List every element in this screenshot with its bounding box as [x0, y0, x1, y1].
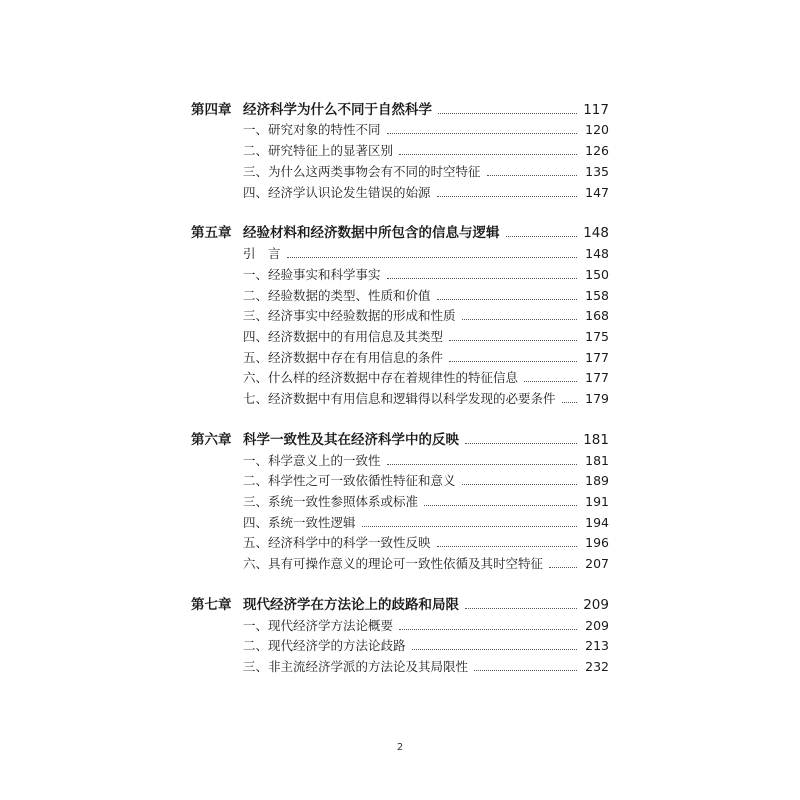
section-entry [191, 471, 609, 491]
section-page: 147 [585, 185, 609, 200]
section-title: 四、系统一致性逻辑 [243, 515, 356, 530]
section-entry [191, 327, 609, 347]
leader-dots [449, 360, 577, 362]
chapter-page: 117 [583, 102, 609, 118]
section-entry [191, 141, 609, 161]
leader-dots [412, 648, 577, 650]
leader-dots [387, 277, 577, 279]
page-number: 2 [396, 742, 404, 753]
section-page: 194 [585, 515, 609, 530]
section-entry [191, 513, 609, 533]
section-title: 六、什么样的经济数据中存在着规律性的特征信息 [243, 370, 519, 385]
chapter-number: 第四章 [191, 102, 232, 118]
section-page: 209 [585, 618, 609, 633]
section-entry [191, 286, 609, 306]
section-page: 158 [585, 288, 609, 303]
section-entry [191, 657, 609, 677]
section-title: 三、非主流经济学派的方法论及其局限性 [243, 659, 469, 674]
leader-dots [462, 483, 577, 485]
section-title: 三、经济事实中经验数据的形成和性质 [243, 308, 456, 323]
leader-dots [506, 235, 578, 237]
section-entry [191, 306, 609, 326]
chapter-title: 现代经济学在方法论上的歧路和局限 [243, 597, 459, 613]
section-page: 181 [585, 453, 609, 468]
section-page: 177 [585, 350, 609, 365]
section-title: 五、经济科学中的科学一致性反映 [243, 535, 431, 550]
section-entry [191, 616, 609, 636]
section-page: 148 [585, 246, 609, 261]
chapter-title: 经济科学为什么不同于自然科学 [243, 102, 432, 118]
leader-dots [465, 607, 577, 609]
leader-dots [362, 525, 577, 527]
section-page: 232 [585, 659, 609, 674]
chapter-page: 209 [583, 597, 609, 613]
section-entry [191, 244, 609, 264]
section-page: 168 [585, 308, 609, 323]
chapter-entry [191, 595, 609, 615]
leader-dots [465, 442, 577, 444]
section-title: 一、现代经济学方法论概要 [243, 618, 394, 633]
leader-dots [462, 318, 577, 320]
section-entry [191, 265, 609, 285]
section-title: 五、经济数据中存在有用信息的条件 [243, 350, 444, 365]
section-entry [191, 368, 609, 388]
leader-dots [562, 401, 577, 403]
leader-dots [449, 339, 577, 341]
section-entry [191, 636, 609, 656]
section-page: 191 [585, 494, 609, 509]
leader-dots [474, 669, 577, 671]
leader-dots [524, 380, 577, 382]
leader-dots [387, 463, 577, 465]
chapter-number: 第七章 [191, 597, 232, 613]
section-page: 207 [585, 556, 609, 571]
section-title: 一、经验事实和科学事实 [243, 267, 381, 282]
chapter-number: 第六章 [191, 432, 232, 448]
section-title: 四、经济学认识论发生错误的始源 [243, 185, 431, 200]
section-page: 126 [585, 143, 609, 158]
leader-dots [399, 628, 577, 630]
section-entry [191, 533, 609, 553]
section-entry [191, 554, 609, 574]
leader-dots [549, 566, 577, 568]
chapter-title: 科学一致性及其在经济科学中的反映 [243, 432, 459, 448]
section-page: 213 [585, 638, 609, 653]
section-title: 六、具有可操作意义的理论可一致性依循及其时空特征 [243, 556, 544, 571]
section-title: 引 言 [243, 246, 281, 261]
section-entry [191, 389, 609, 409]
section-title: 四、经济数据中的有用信息及其类型 [243, 329, 444, 344]
leader-dots [437, 298, 577, 300]
leader-dots [387, 132, 577, 134]
section-page: 120 [585, 122, 609, 137]
section-page: 135 [585, 164, 609, 179]
section-title: 一、科学意义上的一致性 [243, 453, 381, 468]
section-entry [191, 120, 609, 140]
section-page: 177 [585, 370, 609, 385]
chapter-entry [191, 223, 609, 243]
chapter-number: 第五章 [191, 225, 232, 241]
chapter-page: 181 [583, 432, 609, 448]
section-entry [191, 162, 609, 182]
section-entry [191, 348, 609, 368]
leader-dots [399, 153, 577, 155]
section-entry [191, 451, 609, 471]
section-title: 二、经验数据的类型、性质和价值 [243, 288, 431, 303]
section-title: 七、经济数据中有用信息和逻辑得以科学发现的必要条件 [243, 391, 556, 406]
leader-dots [487, 174, 577, 176]
chapter-page: 148 [583, 225, 609, 241]
section-page: 150 [585, 267, 609, 282]
chapter-title: 经验材料和经济数据中所包含的信息与逻辑 [243, 225, 500, 241]
leader-dots [437, 195, 577, 197]
leader-dots [438, 112, 577, 114]
section-page: 189 [585, 473, 609, 488]
chapter-entry [191, 430, 609, 450]
section-title: 二、科学性之可一致依循性特征和意义 [243, 473, 456, 488]
section-entry [191, 183, 609, 203]
section-title: 二、现代经济学的方法论歧路 [243, 638, 406, 653]
section-page: 196 [585, 535, 609, 550]
section-page: 175 [585, 329, 609, 344]
leader-dots [287, 256, 577, 258]
section-title: 三、为什么这两类事物会有不同的时空特征 [243, 164, 481, 179]
section-page: 179 [585, 391, 609, 406]
section-title: 二、研究特征上的显著区别 [243, 143, 394, 158]
section-title: 三、系统一致性参照体系或标准 [243, 494, 419, 509]
section-title: 一、研究对象的特性不同 [243, 122, 381, 137]
leader-dots [437, 545, 577, 547]
leader-dots [424, 504, 577, 506]
chapter-entry [191, 100, 609, 120]
section-entry [191, 492, 609, 512]
